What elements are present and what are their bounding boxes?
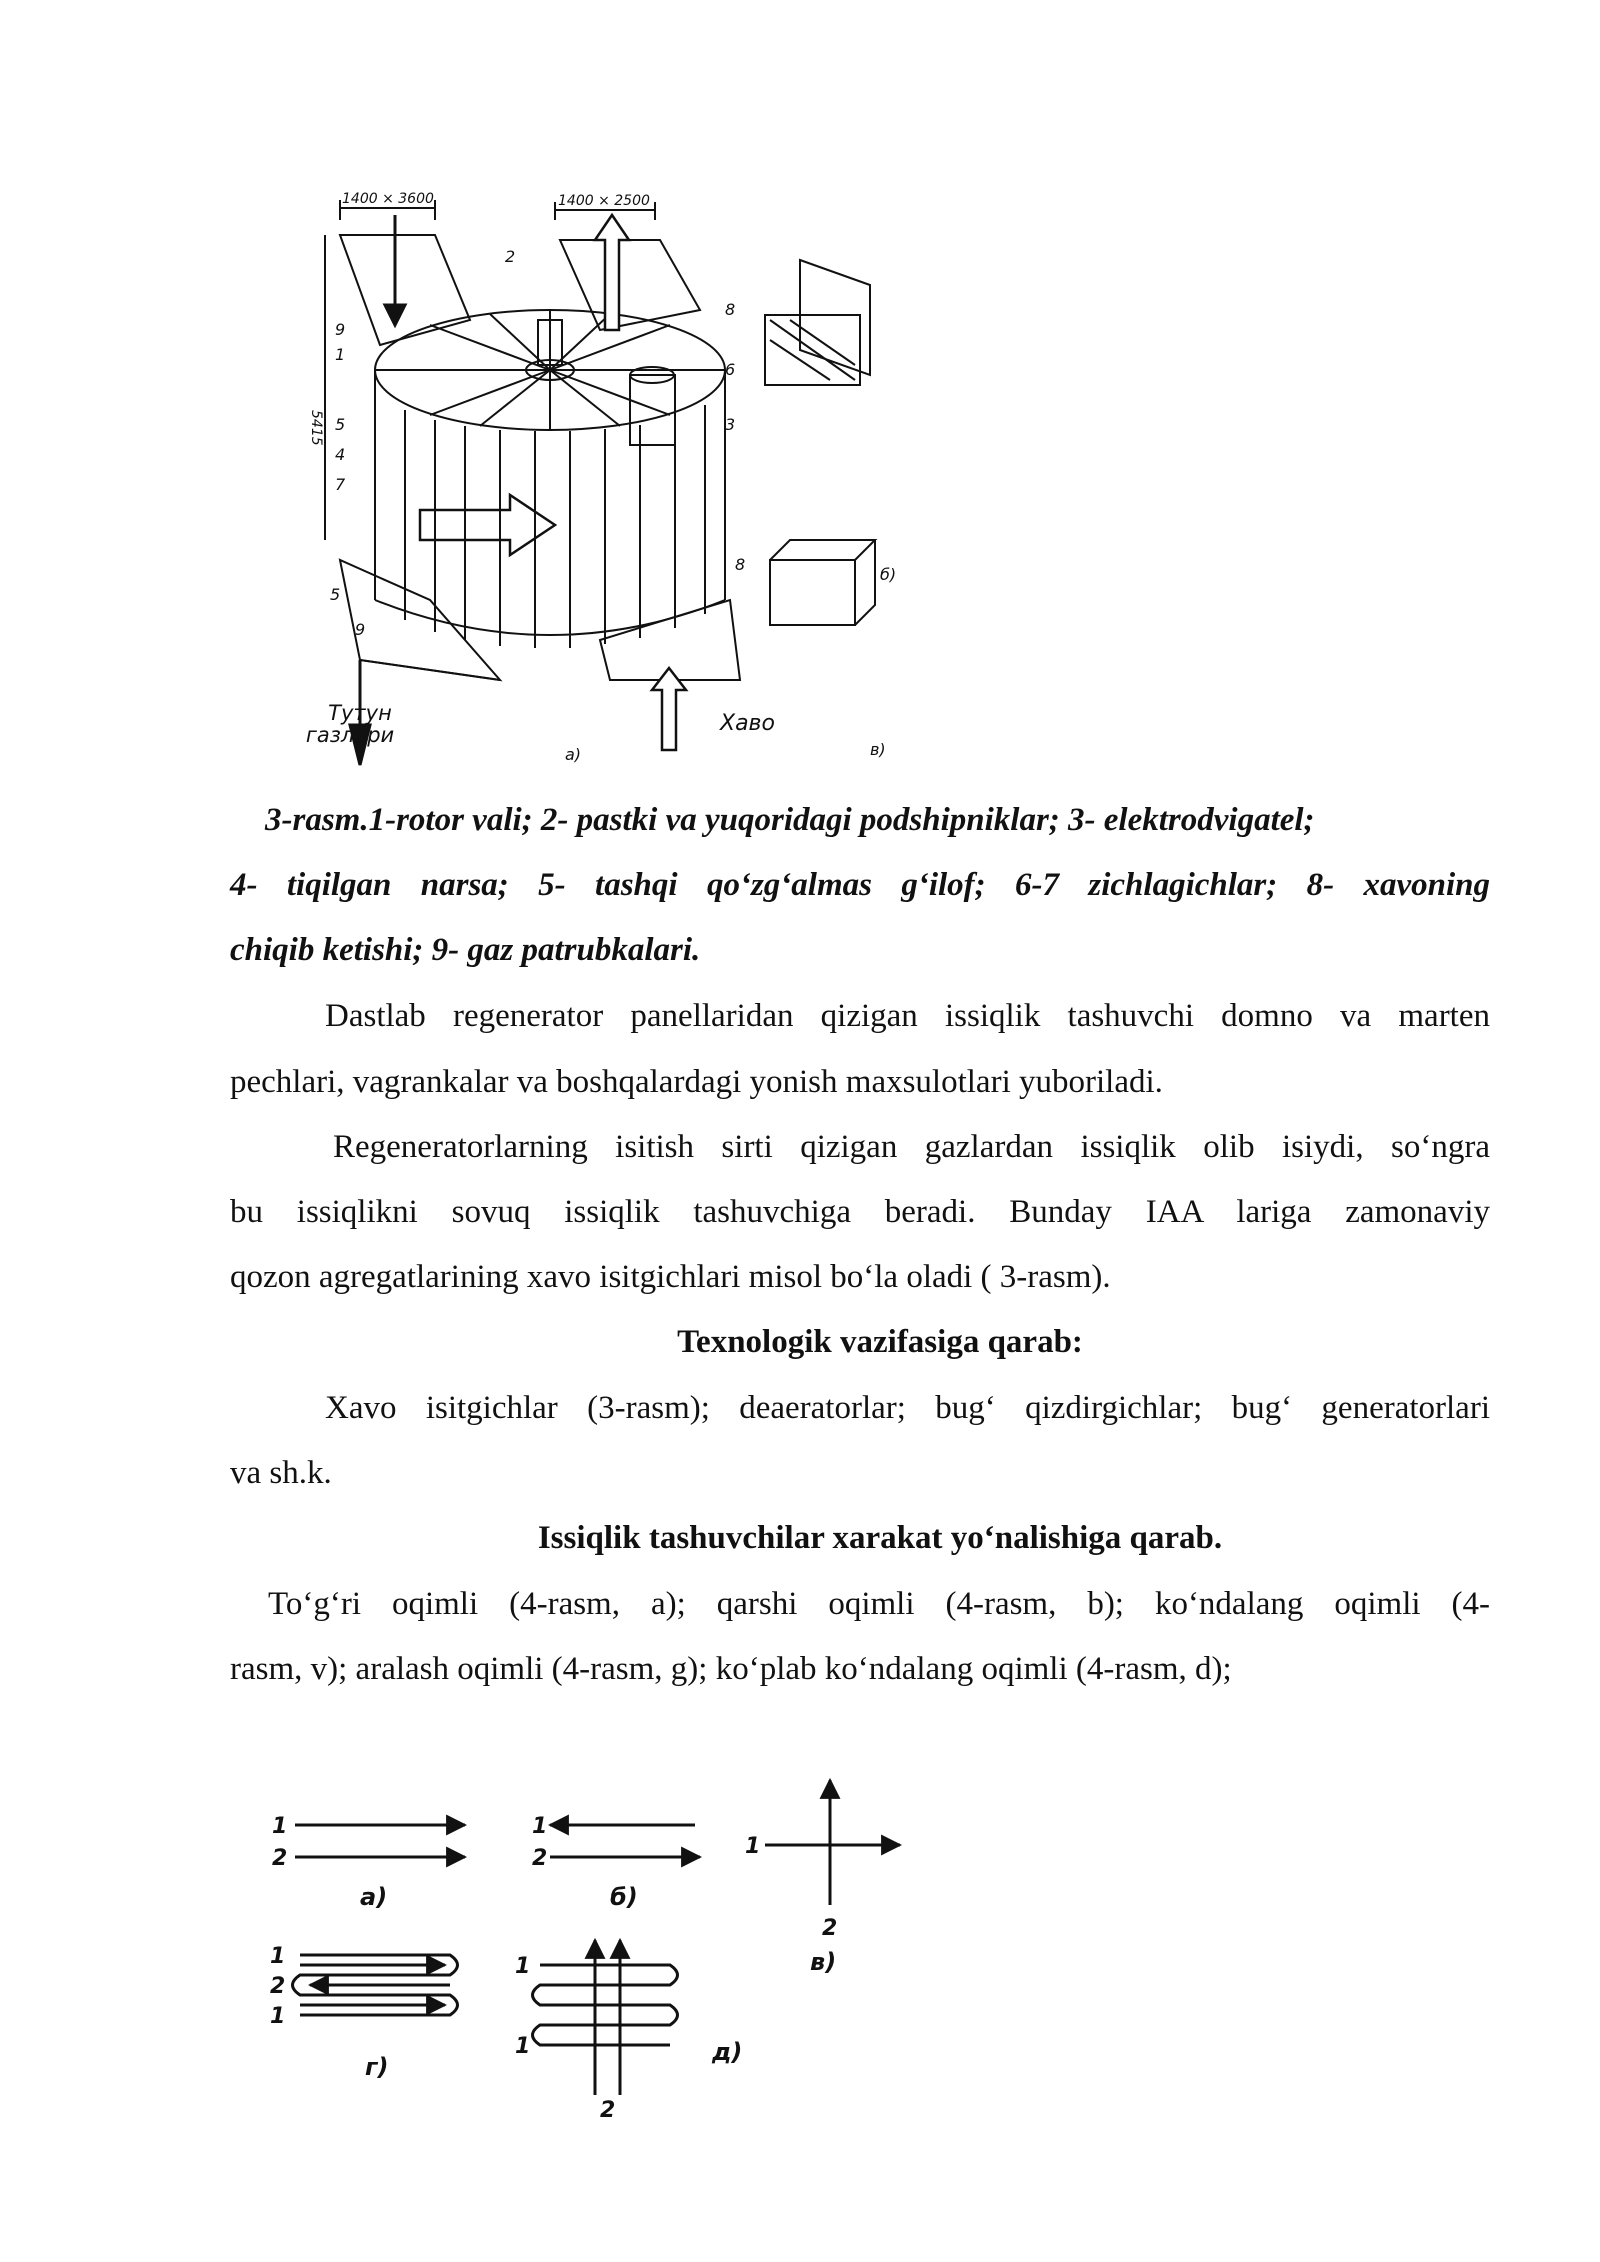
fig4-d-num-1b: 1	[515, 2034, 531, 2059]
label-9-top: 9	[335, 320, 346, 339]
label-2: 2	[505, 247, 516, 266]
caption-line-3: chiqib ketishi; 9- gaz patrubkalari.	[230, 932, 701, 968]
label-5-bottom: 5	[330, 585, 341, 604]
smoke-label-line2: газлари	[305, 723, 395, 747]
caption-line-2: 4- tiqilgan narsa; 5- tashqi qo‘zg‘almas g‘ilof; 6-7 zichlagichlar; 8- xavoning	[230, 867, 1490, 903]
label-4: 4	[335, 445, 346, 464]
label-8-top: 8	[725, 300, 736, 319]
fig4-label-g: г)	[365, 2053, 389, 2081]
fig4-v-num-2: 2	[822, 1916, 838, 1941]
figure-4-flow-schemes	[250, 1765, 970, 2125]
label-5-top: 5	[335, 415, 346, 434]
fig4-label-v: в)	[810, 1948, 837, 1976]
label-7: 7	[335, 475, 346, 494]
fig4-g-num-1a: 1	[270, 1944, 286, 1969]
fig4-b-num-1: 1	[532, 1814, 548, 1839]
fig4-d-num-1a: 1	[515, 1954, 531, 1979]
smoke-label-line1: Тутун	[328, 701, 392, 725]
para4-line1: To‘g‘ri oqimli (4-rasm, a); qarshi oqimli (4-rasm, b); ko‘ndalang oqimli (4-	[268, 1586, 1490, 1622]
fig4-v-num-1: 1	[745, 1834, 761, 1859]
para1-line1: Dastlab regenerator panellaridan qizigan issiqlik tashuvchi domno va marten	[325, 998, 1490, 1034]
heading-flow-direction: Issiqlik tashuvchilar xarakat yo‘nalishiga qarab.	[537, 1520, 1223, 1556]
air-label: Хаво	[720, 711, 775, 736]
label-6: 6	[725, 360, 736, 379]
fig4-g-num-1b: 1	[270, 2004, 286, 2029]
label-1: 1	[335, 345, 346, 364]
fig4-d-num-2: 2	[600, 2098, 616, 2123]
para2-line1: Regeneratorlarning isitish sirti qizigan gazlardan issiqlik olib isiydi, so‘ngra	[333, 1129, 1490, 1165]
subfig-b-label: б)	[880, 565, 897, 584]
para2-line2: bu issiqlikni sovuq issiqlik tashuvchiga beradi. Bunday IAA lariga zamonaviy	[230, 1194, 1490, 1230]
subfig-a-label: а)	[565, 745, 582, 764]
heading-technological: Texnologik vazifasiga qarab:	[677, 1324, 1083, 1360]
subfig-v-label: в)	[870, 740, 886, 759]
caption-line-1: 3-rasm.1-rotor vali; 2- pastki va yuqoridagi podshipniklar; 3- elektrodvigatel;	[265, 802, 1315, 838]
figure-3-regenerator-drawing	[300, 180, 920, 780]
label-3: 3	[725, 415, 736, 434]
fig4-label-b: б)	[610, 1883, 638, 1911]
dim-height: 5415	[308, 410, 324, 446]
para1-line2: pechlari, vagrankalar va boshqalardagi yonish maxsulotlari yuboriladi.	[230, 1064, 1163, 1100]
fig4-a-num-2: 2	[272, 1846, 288, 1871]
para3-line1: Xavo isitgichlar (3-rasm); deaeratorlar; bug‘ qizdirgichlar; bug‘ generatorlari	[325, 1390, 1490, 1426]
fig4-label-d: д)	[712, 2038, 743, 2066]
label-9-bottom: 9	[355, 620, 366, 639]
para3-line2: va sh.k.	[230, 1455, 332, 1491]
para4-line2: rasm, v); aralash oqimli (4-rasm, g); ko‘plab ko‘ndalang oqimli (4-rasm, d);	[230, 1651, 1232, 1687]
fig4-b-num-2: 2	[532, 1846, 548, 1871]
dim-top-left: 1400 × 3600	[342, 191, 434, 207]
dim-top-right: 1400 × 2500	[558, 193, 650, 209]
fig4-g-num-2: 2	[270, 1974, 286, 1999]
fig4-a-num-1: 1	[272, 1814, 288, 1839]
fig4-label-a: а)	[360, 1883, 388, 1911]
label-8-bottom: 8	[735, 555, 746, 574]
figure-3-caption	[230, 788, 1490, 983]
para2-line3: qozon agregatlarining xavo isitgichlari misol bo‘la oladi ( 3-rasm).	[230, 1259, 1111, 1295]
